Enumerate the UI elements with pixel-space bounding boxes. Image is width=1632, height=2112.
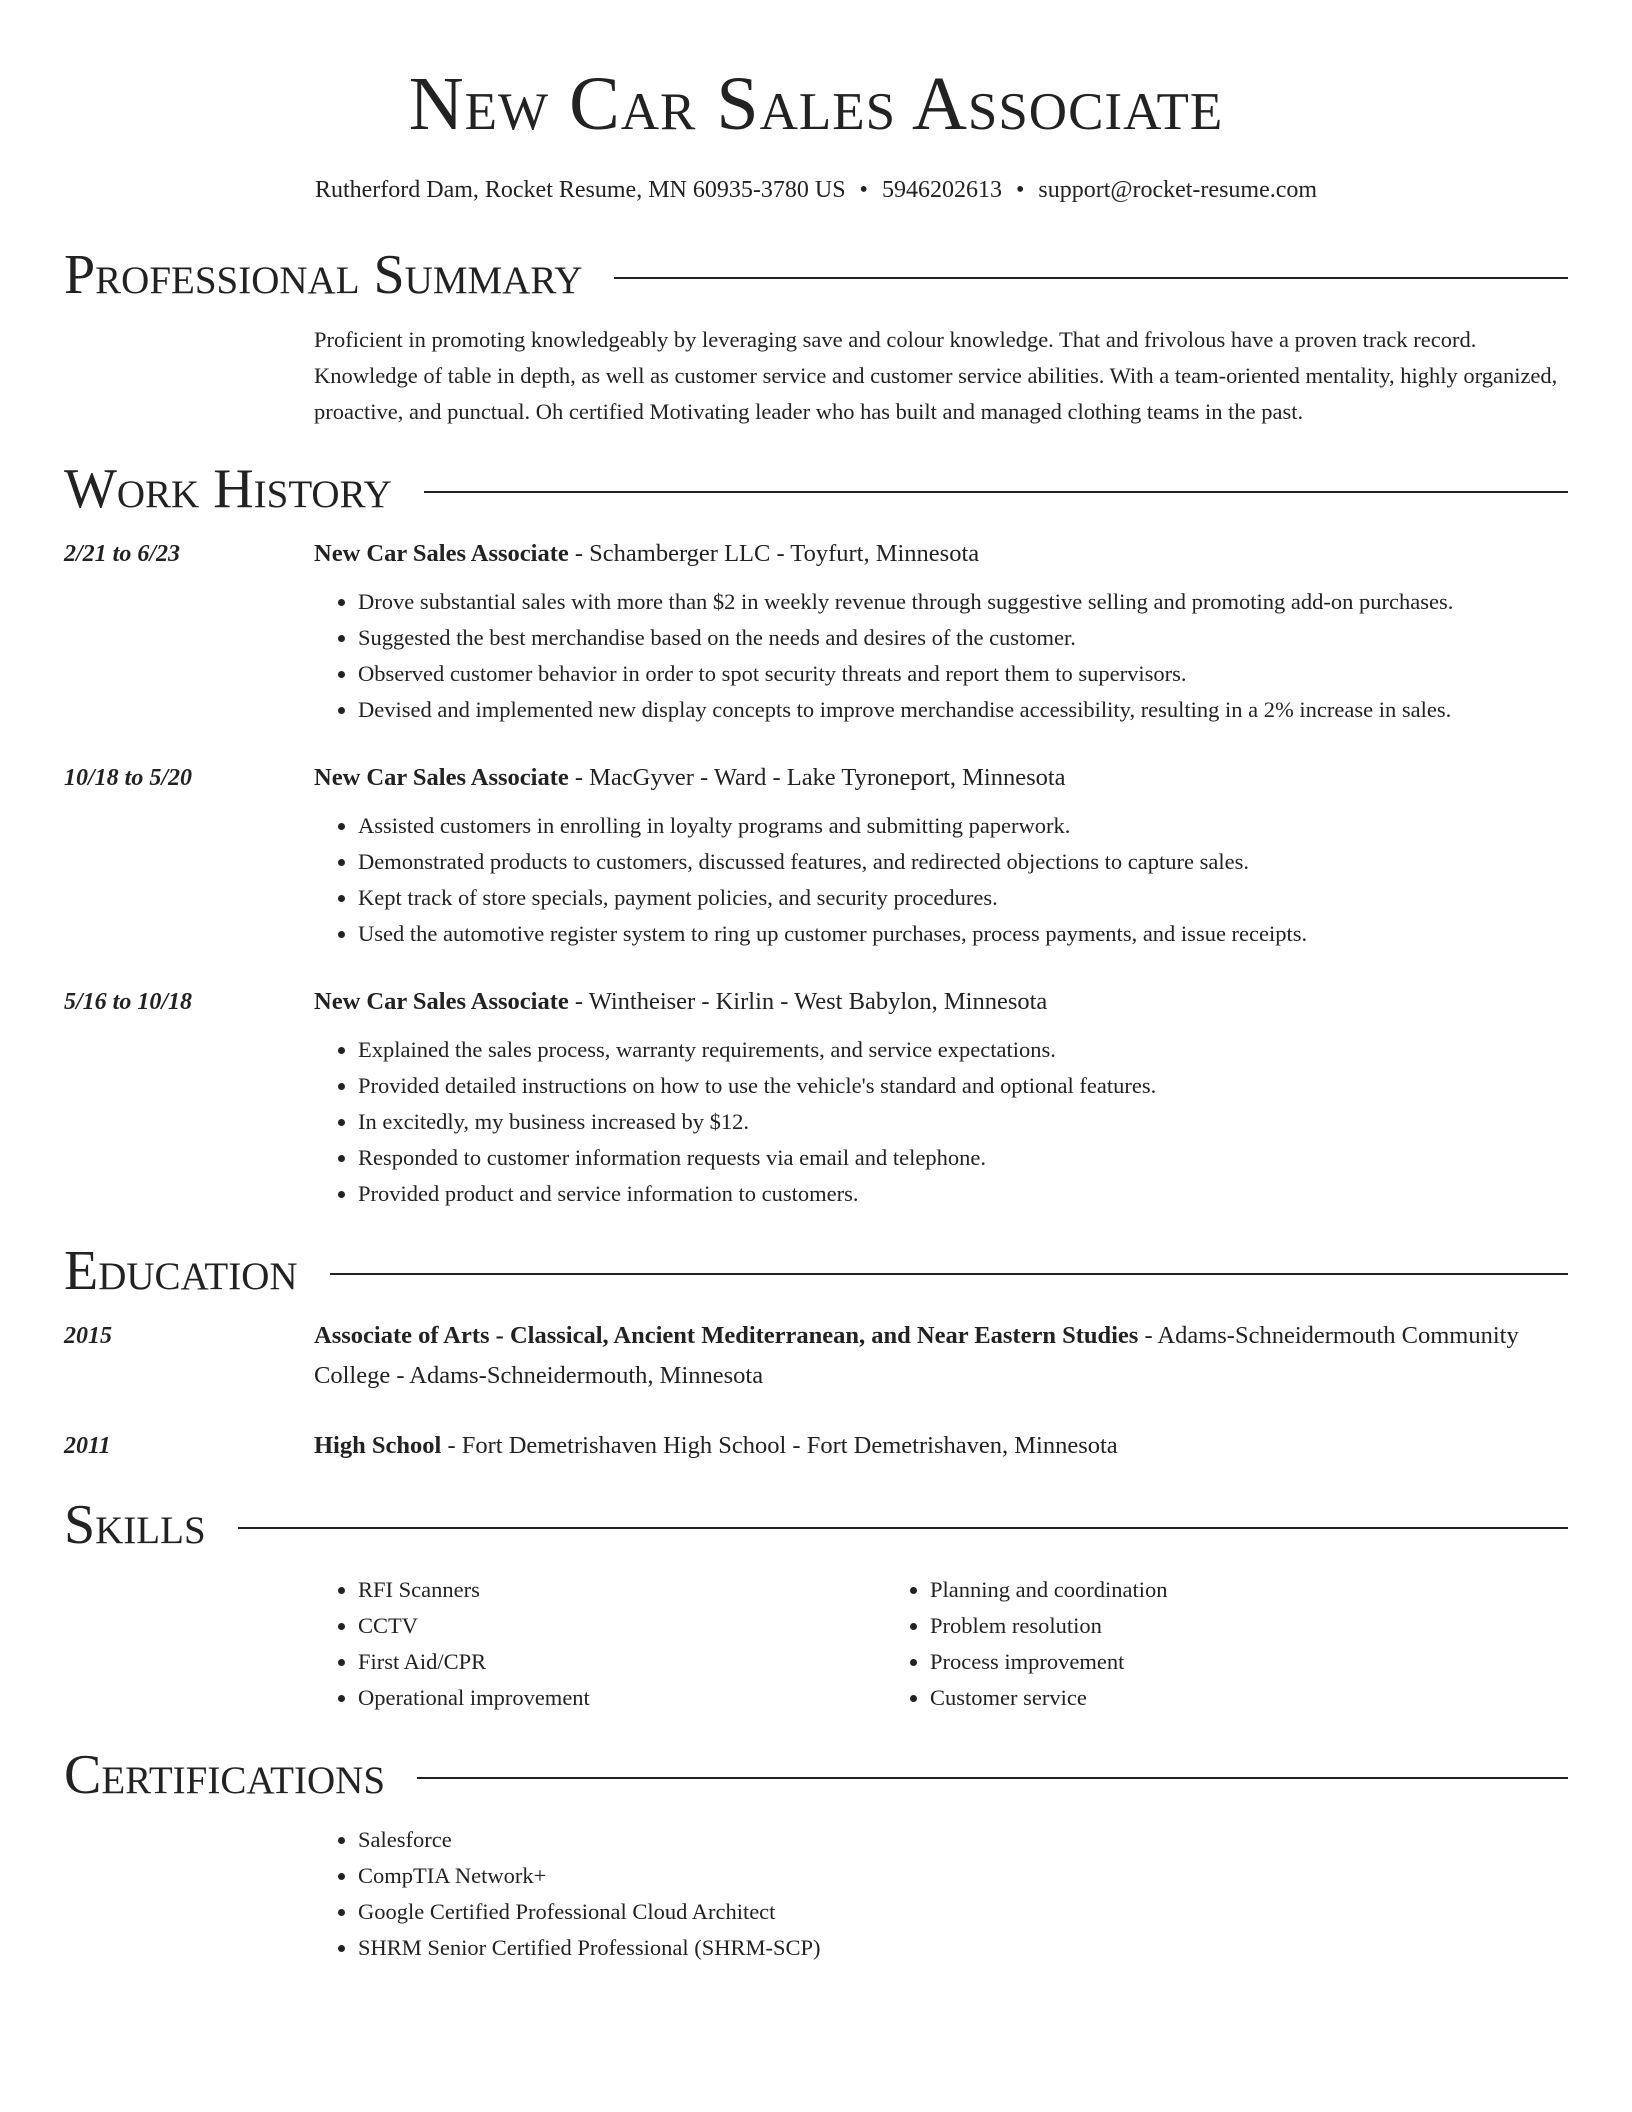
certifications-section-header — [64, 1740, 1568, 1810]
job-body — [314, 982, 1568, 1212]
job-bullets — [314, 808, 1568, 952]
education-title-line — [314, 1316, 1568, 1396]
job-bullet: • Responded to customer information requests via email and telephone. — [358, 1140, 1568, 1176]
certifications-list-wrap — [314, 1822, 1568, 1966]
job-bullet: • Used the automotive register system to ring up customer purchases, process payments, and issue receipts. — [358, 916, 1568, 952]
education-body — [314, 1316, 1568, 1396]
section-divider — [238, 1527, 1568, 1529]
job-bullet: • Provided detailed instructions on how to use the vehicle's standard and optional features. — [358, 1068, 1568, 1104]
job-body — [314, 758, 1568, 952]
skill-item: • Problem resolution — [930, 1608, 1458, 1644]
job-bullet: • Demonstrated products to customers, discussed features, and redirected objections to capture sales. — [358, 844, 1568, 880]
job-title: New Car Sales Associate — [314, 988, 569, 1015]
certification-item: • Google Certified Professional Cloud Architect — [358, 1894, 1568, 1930]
job-body — [314, 534, 1568, 728]
certification-item: • SHRM Senior Certified Professional (SHRM-SCP) — [358, 1930, 1568, 1966]
education-title-line — [314, 1426, 1568, 1466]
job-bullets — [314, 584, 1568, 728]
contact-address: Rutherford Dam, Rocket Resume, MN 60935-3780 US — [314, 177, 846, 203]
summary-text: Proficient in promoting knowledgeably by leveraging save and colour knowledge. That and frivolous have a proven track record. Knowledge of table in depth, as well as customer service and customer service abilities. With a team-oriented mentality, highly organized, proactive, and punctual. Oh certified Motivating leader who has built and managed clothing teams in the past. — [314, 327, 1558, 424]
skills-list-left — [314, 1572, 886, 1716]
job-title: New Car Sales Associate — [314, 540, 569, 567]
contact-separator: • — [859, 177, 868, 203]
job-bullet: • Drove substantial sales with more than $2 in weekly revenue through suggestive selling and promoting add-on purchases. — [358, 584, 1568, 620]
contact-line — [64, 174, 1568, 206]
job-bullet: • Observed customer behavior in order to spot security threats and report them to supervisors. — [358, 656, 1568, 692]
job-bullet: • Kept track of store specials, payment policies, and security procedures. — [358, 880, 1568, 916]
job-title-line — [314, 982, 1568, 1022]
job-entry — [64, 534, 1568, 728]
skill-item: • Operational improvement — [358, 1680, 886, 1716]
work-section-header — [64, 454, 1568, 524]
skills-list-right — [886, 1572, 1458, 1716]
job-bullet: • In excitedly, my business increased by $12. — [358, 1104, 1568, 1140]
certifications-list — [314, 1822, 1568, 1966]
skills-columns — [314, 1572, 1568, 1716]
section-divider — [424, 491, 1568, 493]
education-details: - Fort Demetrishaven High School - Fort Demetrishaven, Minnesota — [441, 1432, 1118, 1459]
education-year: 2015 — [64, 1323, 112, 1349]
job-entry — [64, 982, 1568, 1212]
skill-item: • RFI Scanners — [358, 1572, 886, 1608]
certifications-heading: Certifications — [64, 1744, 386, 1806]
skills-heading: Skills — [64, 1494, 206, 1556]
section-divider — [330, 1273, 1568, 1275]
education-degree: Associate of Arts - Classical, Ancient Mediterranean, and Near Eastern Studies — [314, 1322, 1139, 1349]
skills-section-header — [64, 1490, 1568, 1560]
education-entry — [64, 1316, 1568, 1396]
contact-phone: 5946202613 — [881, 177, 1002, 203]
certification-item: • Salesforce — [358, 1822, 1568, 1858]
summary-section-header — [64, 240, 1568, 310]
education-entry — [64, 1426, 1568, 1466]
job-title-line — [314, 534, 1568, 574]
skill-item: • Customer service — [930, 1680, 1458, 1716]
job-details: - Schamberger LLC - Toyfurt, Minnesota — [568, 540, 980, 567]
job-bullet: • Provided product and service information to customers. — [358, 1176, 1568, 1212]
job-bullet: • Suggested the best merchandise based on the needs and desires of the customer. — [358, 620, 1568, 656]
job-bullet: • Devised and implemented new display concepts to improve merchandise accessibility, resulting in a 2% increase in sales. — [358, 692, 1568, 728]
job-entry — [64, 758, 1568, 952]
job-details: - MacGyver - Ward - Lake Tyroneport, Minnesota — [568, 764, 1066, 791]
section-divider — [417, 1777, 1568, 1779]
education-heading: Education — [64, 1240, 298, 1302]
education-section-header — [64, 1236, 1568, 1306]
skill-item: • Planning and coordination — [930, 1572, 1458, 1608]
education-body — [314, 1426, 1568, 1466]
job-bullet: • Explained the sales process, warranty requirements, and service expectations. — [358, 1032, 1568, 1068]
job-dates: 10/18 to 5/20 — [64, 765, 193, 791]
job-bullet: • Assisted customers in enrolling in loyalty programs and submitting paperwork. — [358, 808, 1568, 844]
education-details: - Adams-Schneidermouth Community College - Adams-Schneidermouth, Minnesota — [314, 1322, 1519, 1389]
skill-item: • CCTV — [358, 1608, 886, 1644]
resume-name: New Car Sales Associate — [408, 62, 1224, 146]
job-dates: 2/21 to 6/23 — [64, 541, 181, 567]
job-bullets — [314, 1032, 1568, 1212]
education-degree: High School — [314, 1432, 442, 1459]
job-title-line — [314, 758, 1568, 798]
certification-item: • CompTIA Network+ — [358, 1858, 1568, 1894]
skill-item: • Process improvement — [930, 1644, 1458, 1680]
contact-email: support@rocket-resume.com — [1038, 177, 1318, 203]
contact-separator: • — [1015, 177, 1025, 203]
section-divider — [614, 277, 1568, 279]
summary-heading: Professional Summary — [64, 244, 583, 306]
skill-item: • First Aid/CPR — [358, 1644, 886, 1680]
work-heading: Work History — [64, 458, 392, 520]
job-dates: 5/16 to 10/18 — [64, 989, 193, 1015]
job-title: New Car Sales Associate — [314, 764, 569, 791]
education-year: 2011 — [64, 1433, 111, 1459]
job-details: - Wintheiser - Kirlin - West Babylon, Minnesota — [568, 988, 1048, 1015]
